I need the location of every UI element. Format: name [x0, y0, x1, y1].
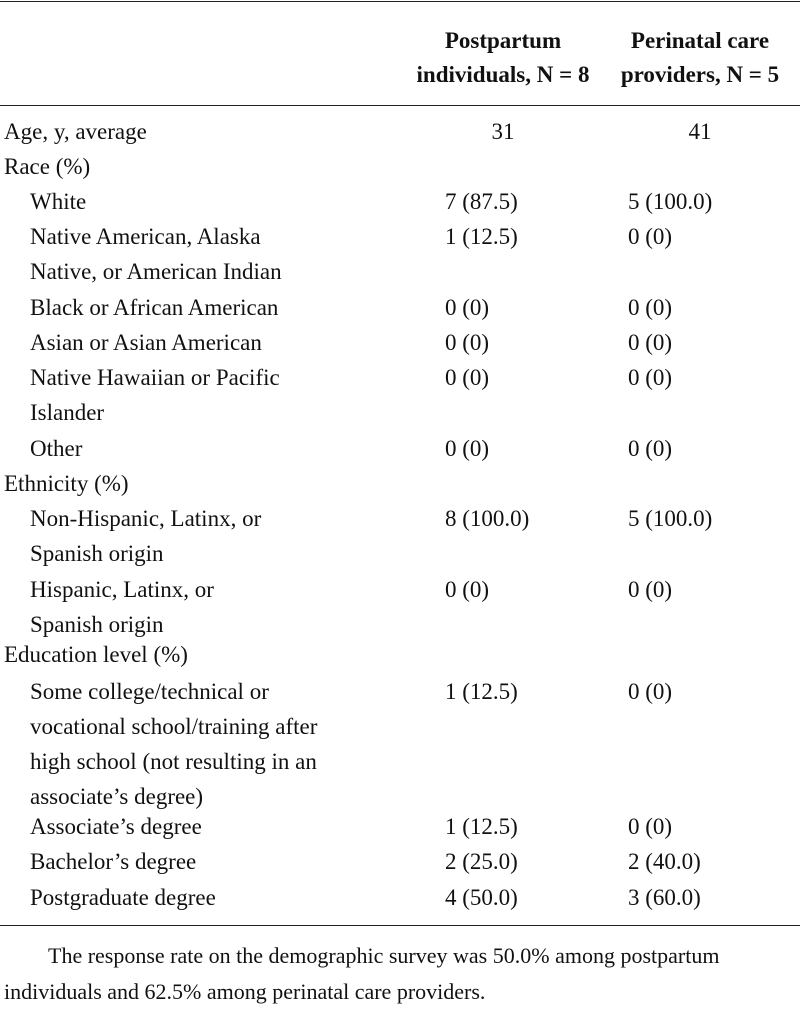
- column-header-providers: [600, 24, 800, 92]
- cell-providers: 2 (40.0): [628, 849, 701, 874]
- row-label-line: Spanish origin: [30, 612, 164, 637]
- column-header-line: Postpartum: [444, 28, 562, 53]
- cell-postpartum: 1 (12.5): [445, 679, 518, 704]
- cell-postpartum: 0 (0): [445, 577, 490, 602]
- cell-postpartum: 0 (0): [445, 365, 490, 390]
- cell-postpartum: 0 (0): [445, 436, 490, 461]
- cell-providers: 0 (0): [628, 330, 673, 355]
- column-header-line: Perinatal care: [630, 28, 770, 53]
- row-label-line: associate’s degree): [30, 784, 204, 809]
- row-label-line: vocational school/training after: [30, 714, 318, 739]
- row-label-line: Asian or Asian American: [30, 330, 262, 355]
- row-label: [30, 572, 214, 642]
- column-header-line: individuals, N = 8: [416, 62, 590, 87]
- section-heading: Race (%): [4, 154, 91, 179]
- column-header-line: providers, N = 5: [620, 62, 780, 87]
- section-heading: Ethnicity (%): [4, 471, 129, 496]
- cell-providers: 0 (0): [628, 679, 673, 704]
- row-label: [30, 501, 261, 571]
- row-label-line: Non-Hispanic, Latinx, or: [30, 506, 262, 531]
- cell-providers: 0 (0): [628, 295, 673, 320]
- row-label: [30, 290, 278, 325]
- cell-providers: 0 (0): [628, 436, 673, 461]
- cell-providers: 0 (0): [628, 577, 673, 602]
- cell-providers: 5 (100.0): [628, 189, 713, 214]
- row-label: [30, 431, 82, 466]
- cell-providers: 0 (0): [628, 814, 673, 839]
- cell-postpartum: 7 (87.5): [445, 189, 518, 214]
- row-label-line: high school (not resulting in an: [30, 749, 317, 774]
- row-label-line: Some college/technical or: [30, 679, 269, 704]
- row-label-line: Black or African American: [30, 295, 279, 320]
- column-header-postpartum: [412, 24, 594, 92]
- row-label-line: Spanish origin: [30, 541, 164, 566]
- row-label-line: White: [30, 189, 87, 214]
- footnote-line: The response rate on the demographic survey was 50.0% among postpartum: [48, 943, 720, 968]
- row-label-line: Native American, Alaska: [30, 224, 261, 249]
- cell-postpartum: 31: [491, 119, 515, 144]
- cell-postpartum: 4 (50.0): [445, 885, 518, 910]
- row-label: [30, 809, 202, 844]
- table-top-rule: [0, 1, 800, 2]
- table-bottom-rule: [0, 925, 800, 926]
- cell-postpartum: 1 (12.5): [445, 814, 518, 839]
- cell-providers: 5 (100.0): [628, 506, 713, 531]
- section-heading: Education level (%): [4, 642, 188, 667]
- row-label-line: Bachelor’s degree: [30, 849, 197, 874]
- row-label: [30, 184, 86, 219]
- cell-providers: 3 (60.0): [628, 885, 701, 910]
- cell-postpartum: 8 (100.0): [445, 506, 530, 531]
- row-label-line: Native, or American Indian: [30, 259, 282, 284]
- row-label: Age, y, average: [4, 119, 147, 144]
- cell-providers: 0 (0): [628, 224, 673, 249]
- cell-postpartum: 0 (0): [445, 330, 490, 355]
- row-label: [30, 880, 216, 915]
- row-label: [30, 219, 282, 289]
- cell-postpartum: 1 (12.5): [445, 224, 518, 249]
- row-label-line: Associate’s degree: [30, 814, 202, 839]
- cell-providers: 0 (0): [628, 365, 673, 390]
- table-header-rule: [0, 105, 800, 106]
- row-label-line: Islander: [30, 400, 105, 425]
- table-footnote: [4, 938, 800, 1010]
- row-label: [30, 360, 280, 430]
- row-label: [30, 844, 196, 879]
- row-label-line: Hispanic, Latinx, or: [30, 577, 214, 602]
- row-label-line: Postgraduate degree: [30, 885, 216, 910]
- row-label: [30, 325, 262, 360]
- cell-providers: 41: [688, 119, 712, 144]
- cell-postpartum: 2 (25.0): [445, 849, 518, 874]
- row-label-line: Native Hawaiian or Pacific: [30, 365, 280, 390]
- footnote-line: individuals and 62.5% among perinatal care providers.: [4, 979, 486, 1004]
- row-label: [30, 674, 317, 814]
- row-label-line: Other: [30, 436, 83, 461]
- cell-postpartum: 0 (0): [445, 295, 490, 320]
